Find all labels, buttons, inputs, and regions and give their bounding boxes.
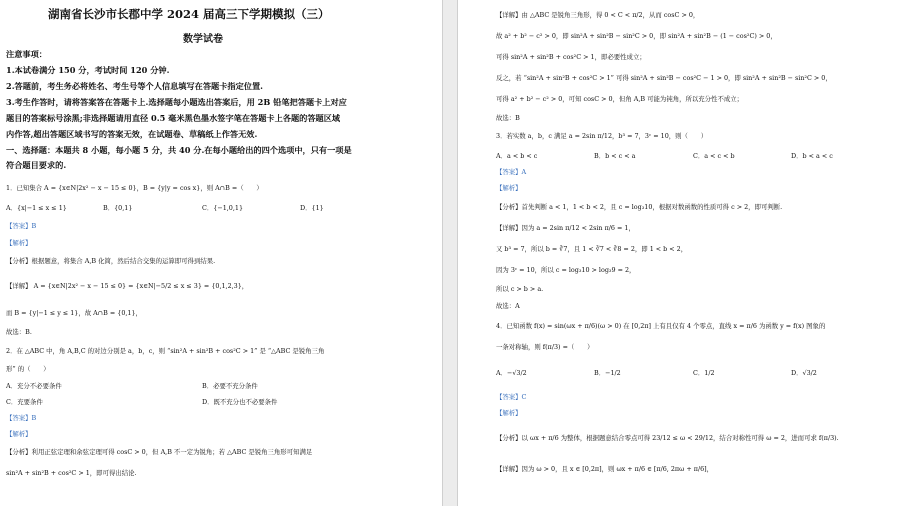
question-3-solution: 所以 c > b > a. <box>496 285 544 293</box>
question-4-option-c: C．1/2 <box>693 369 715 377</box>
question-3-analysis-tag: 【解析】 <box>496 184 522 192</box>
question-2-solution: 可得 a² + b² − c² > 0，可知 cosC > 0，但角 A,B 可能为钝角，所以充分性不成立； <box>496 95 744 103</box>
question-1-analysis-tag: 【解析】 <box>6 239 32 247</box>
question-4-option-b: B．−1/2 <box>594 369 621 377</box>
document-title: 湖南省长沙市长郡中学 2024 届高三下学期模拟（三） <box>48 7 330 21</box>
question-4-solution: 【详解】因为 ω > 0，且 x ∈ [0,2π]，则 ωx + π/6 ∈ [π/6, 2πω + π/6]， <box>496 465 714 473</box>
question-4-analysis: 【分析】以 ωx + π/6 为整体，根据题意结合零点可得 23/12 ≤ ω < 29/12，结合对称性可得 ω = 2，进而可求 f(π/3). <box>496 434 839 442</box>
question-4-option-a: A．−√3/2 <box>496 369 527 377</box>
question-2-analysis: sin²A + sin²B + cos²C > 1，即可得出结论. <box>6 469 137 477</box>
page-gap <box>442 0 458 506</box>
question-3-conclusion: 故选：A <box>496 302 520 310</box>
notice-line: 内作答,超出答题区域书写的答案无效，在试题卷、草稿纸上作答无效. <box>6 129 258 139</box>
question-1-option-a: A．{x|−1 ≤ x ≤ 1} <box>6 204 67 212</box>
question-1-option-d: D．{1} <box>300 204 324 212</box>
question-2-solution: 【详解】由 △ABC 是锐角三角形，得 0 < C < π/2，从而 cosC > 0， <box>496 11 700 19</box>
question-3-option-d: D．b < a < c <box>791 152 833 160</box>
question-1-stem: 1．已知集合 A = {x∈N|2x² − x − 15 ≤ 0}，B = {y|y = cos x}，则 A∩B =（ ） <box>6 184 263 192</box>
question-1-solution: 【详解】 A = {x∈N|2x² − x − 15 ≤ 0} = {x∈N|−5/2 ≤ x ≤ 3} = {0,1,2,3}， <box>6 282 249 290</box>
notice-heading: 注意事项： <box>6 49 47 59</box>
question-1-analysis: 【分析】根据题意，将集合 A,B 化简，然后结合交集的运算即可得到结果. <box>6 257 216 265</box>
question-4-stem: 4．已知函数 f(x) = sin(ωx + π/6)(ω > 0) 在 [0,2π] 上有且仅有 4 个零点，直线 x = π/6 为函数 y = f(x) 图象的 <box>496 322 826 330</box>
question-4-stem: 一条对称轴，则 f(π/3) =（ ） <box>496 343 594 351</box>
notice-line: 3.考生作答时，请将答案答在答题卡上.选择题每小题选出答案后，用 2B 铅笔把答题卡上对应 <box>6 97 347 107</box>
question-2-solution: 反之，若 “sin²A + sin²B + cos²C > 1” 可得 sin²A + sin²B − cos²C − 1 > 0，即 sin²A + sin²B − sin²C > 0， <box>496 74 832 82</box>
question-3-stem: 3．若实数 a，b，c 满足 a = 2sin π/12，b³ = 7，3ᶜ = 10，则（ ） <box>496 132 708 140</box>
question-3-solution: 因为 3ᶜ = 10，所以 c = log₃10 > log₃9 = 2， <box>496 266 636 274</box>
question-3-analysis: 【分析】首先判断 a < 1，1 < b < 2，且 c = log₃10，根据对数函数的性质可得 c > 2，即可判断. <box>496 203 783 211</box>
section-heading: 符合题目要求的. <box>6 160 67 170</box>
question-3-solution: 又 b³ = 7，所以 b = ∛7，且 1 < ∛7 < ∛8 = 2，即 1 < b < 2， <box>496 245 688 253</box>
question-1-solution: 而 B = {y|−1 ≤ y ≤ 1}，故 A∩B = {0,1}， <box>6 309 142 317</box>
question-2-stem: 2．在 △ABC 中，角 A,B,C 的对边分别是 a，b，c，则 “sin²A + sin²B + cos²C > 1” 是 “△ABC 是锐角三角 <box>6 347 325 355</box>
question-1-option-b: B．{0,1} <box>103 204 133 212</box>
question-2-option-b: B．必要不充分条件 <box>202 382 258 390</box>
question-2-conclusion: 故选：B <box>496 114 520 122</box>
question-1-option-c: C．{−1,0,1} <box>202 204 244 212</box>
notice-line: 题目的答案标号涂黑;非选择题请用直径 0.5 毫米黑色墨水签字笔在答题卡上各题的答题区域 <box>6 113 341 123</box>
notice-line: 2.答题前，考生务必将姓名、考生号等个人信息填写在答题卡指定位置. <box>6 81 264 91</box>
question-3-option-c: C．a < c < b <box>693 152 735 160</box>
left-page <box>0 0 442 506</box>
question-2-answer: 【答案】B <box>6 414 37 422</box>
question-3-answer: 【答案】A <box>496 168 527 176</box>
question-3-option-b: B．b < c < a <box>594 152 636 160</box>
question-2-stem: 形” 的（ ） <box>6 365 50 373</box>
question-4-option-d: D．√3/2 <box>791 369 817 377</box>
question-1-answer: 【答案】B <box>6 222 37 230</box>
question-3-option-a: A．a < b < c <box>496 152 538 160</box>
question-2-analysis: 【分析】利用正弦定理和余弦定理可得 cosC > 0，但 A,B 不一定为锐角；若 △ABC 是锐角三角形可知满足 <box>6 448 313 456</box>
question-2-analysis-tag: 【解析】 <box>6 430 32 438</box>
question-1-conclusion: 故选：B. <box>6 328 32 336</box>
question-4-answer: 【答案】C <box>496 393 527 401</box>
document-subtitle: 数学试卷 <box>183 34 223 45</box>
question-2-solution: 可得 sin²A + sin²B + cos²C > 1，即必要性成立； <box>496 53 646 61</box>
notice-line: 1.本试卷满分 150 分，考试时间 120 分钟. <box>6 65 170 75</box>
right-page <box>458 0 900 506</box>
question-2-option-a: A．充分不必要条件 <box>6 382 62 390</box>
question-2-option-c: C．充要条件 <box>6 398 43 406</box>
question-2-option-d: D．既不充分也不必要条件 <box>202 398 278 406</box>
question-4-analysis-tag: 【解析】 <box>496 409 522 417</box>
question-2-solution: 故 a² + b² − c² > 0，即 sin²A + sin²B − sin²C > 0，即 sin²A + sin²B − (1 − cos²C) > 0， <box>496 32 777 40</box>
question-3-solution: 【详解】因为 a = 2sin π/12 < 2sin π/6 = 1， <box>496 224 635 232</box>
section-heading: 一、选择题：本题共 8 小题，每小题 5 分，共 40 分.在每小题给出的四个选项中，只有一项是 <box>6 145 352 155</box>
